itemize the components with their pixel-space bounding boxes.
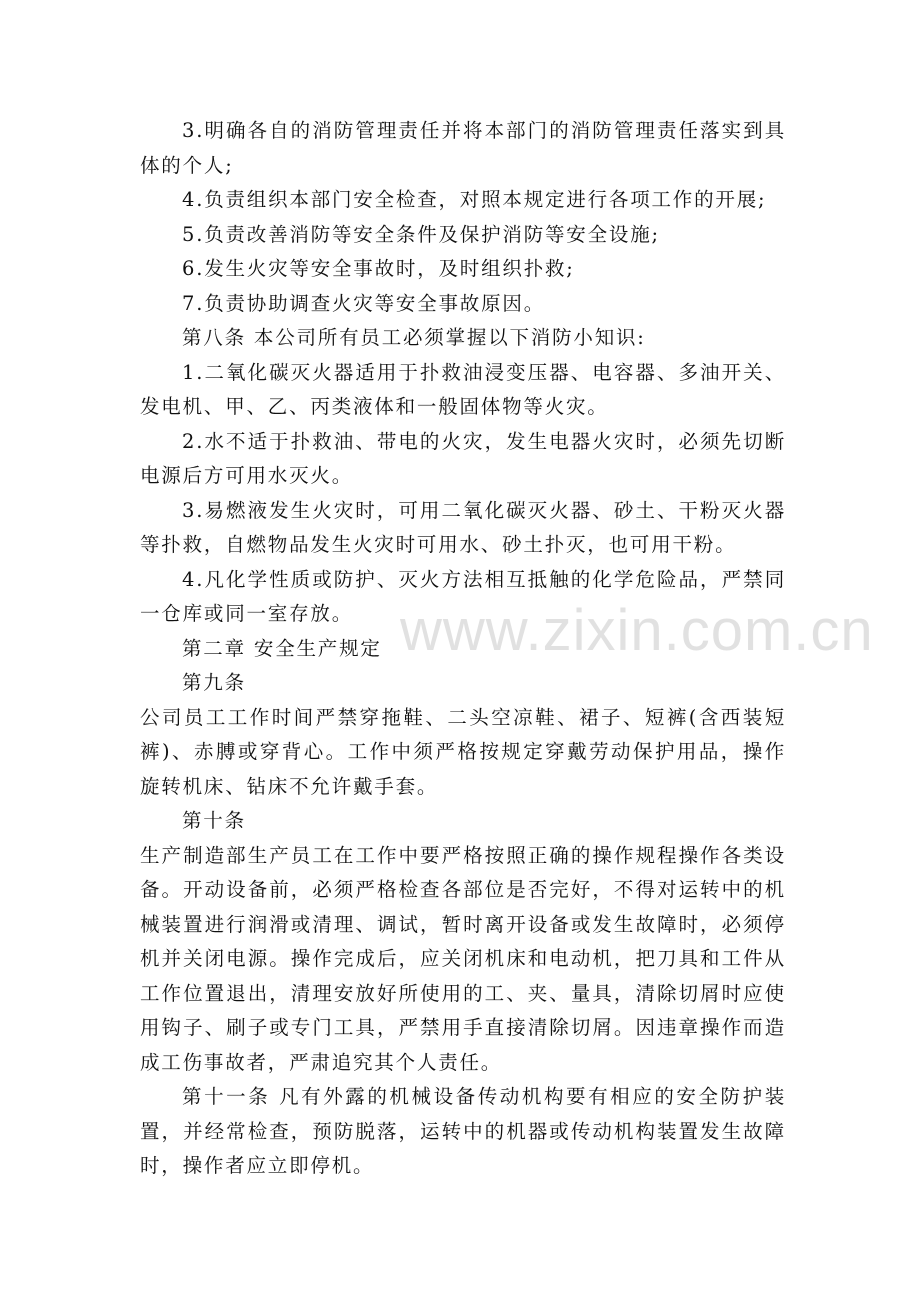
article-10-body: 生产制造部生产员工在工作中要严格按照正确的操作规程操作各类设备。开动设备前，必须严格检查各部位是否完好，不得对运转中的机械装置进行润滑或清理、调试，暂时离开设备或发生故障时，必须停机并关闭电源。操作完成后，应关闭机床和电动机，把刀具和工件从工作位置退出，清理安放好所使用的工、夹、量具，清除切屑时应使用钩子、刷子或专门工具，严禁用手直接清除切屑。因违章操作而造成工伤事故者，严肃追究其个人责任。 (140, 843, 786, 1074)
fire-knowledge-item-2: 2.水不适于扑救油、带电的火灾，发生电器火灾时，必须先切断电源后方可用水灭火。 (140, 429, 786, 487)
paragraph-item-7: 7.负责协助调查火灾等安全事故原因。 (182, 291, 546, 315)
paragraph-item-4: 4.负责组织本部门安全检查，对照本规定进行各项工作的开展; (182, 188, 767, 211)
article-11-paragraph: 第十一条 凡有外露的机械设备传动机构要有相应的安全防护装置，并经常检查，预防脱落，运转中的机器或传动机构装置发生故障时，操作者应立即停机。 (140, 1085, 786, 1177)
watermark-text: www.zixin.com.cn (400, 598, 874, 663)
chapter-2-heading: 第二章 安全生产规定 (182, 636, 382, 660)
paragraph-item-3: 3.明确各自的消防管理责任并将本部门的消防管理责任落实到具体的个人; (140, 119, 786, 177)
article-10-heading: 第十条 (182, 809, 246, 832)
article-9-body: 公司员工工作时间严禁穿拖鞋、二头空凉鞋、裙子、短裤(含西装短裤)、赤膊或穿背心。工作中须严格按规定穿戴劳动保护用品，操作旋转机床、钻床不允许戴手套。 (140, 705, 786, 798)
fire-knowledge-item-1: 1.二氧化碳灭火器适用于扑救油浸变压器、电容器、多油开关、发电机、甲、乙、丙类液体和一般固体物等火灾。 (140, 360, 786, 418)
paragraph-item-5: 5.负责改善消防等安全条件及保护消防等安全设施; (182, 222, 660, 246)
article-9-heading: 第九条 (182, 671, 246, 694)
document-body (140, 114, 786, 1184)
paragraph-item-6: 6.发生火灾等安全事故时，及时组织扑救; (182, 257, 575, 280)
fire-knowledge-item-3: 3.易燃液发生火灾时，可用二氧化碳灭火器、砂土、干粉灭火器等扑救，自燃物品发生火灾时可用水、砂土扑灭，也可用干粉。 (140, 498, 786, 556)
article-8-heading: 第八条 本公司所有员工必须掌握以下消防小知识: (182, 326, 646, 349)
fire-knowledge-item-4: 4.凡化学性质或防护、灭火方法相互抵触的化学危险品，严禁同一仓库或同一室存放。 (140, 567, 786, 625)
